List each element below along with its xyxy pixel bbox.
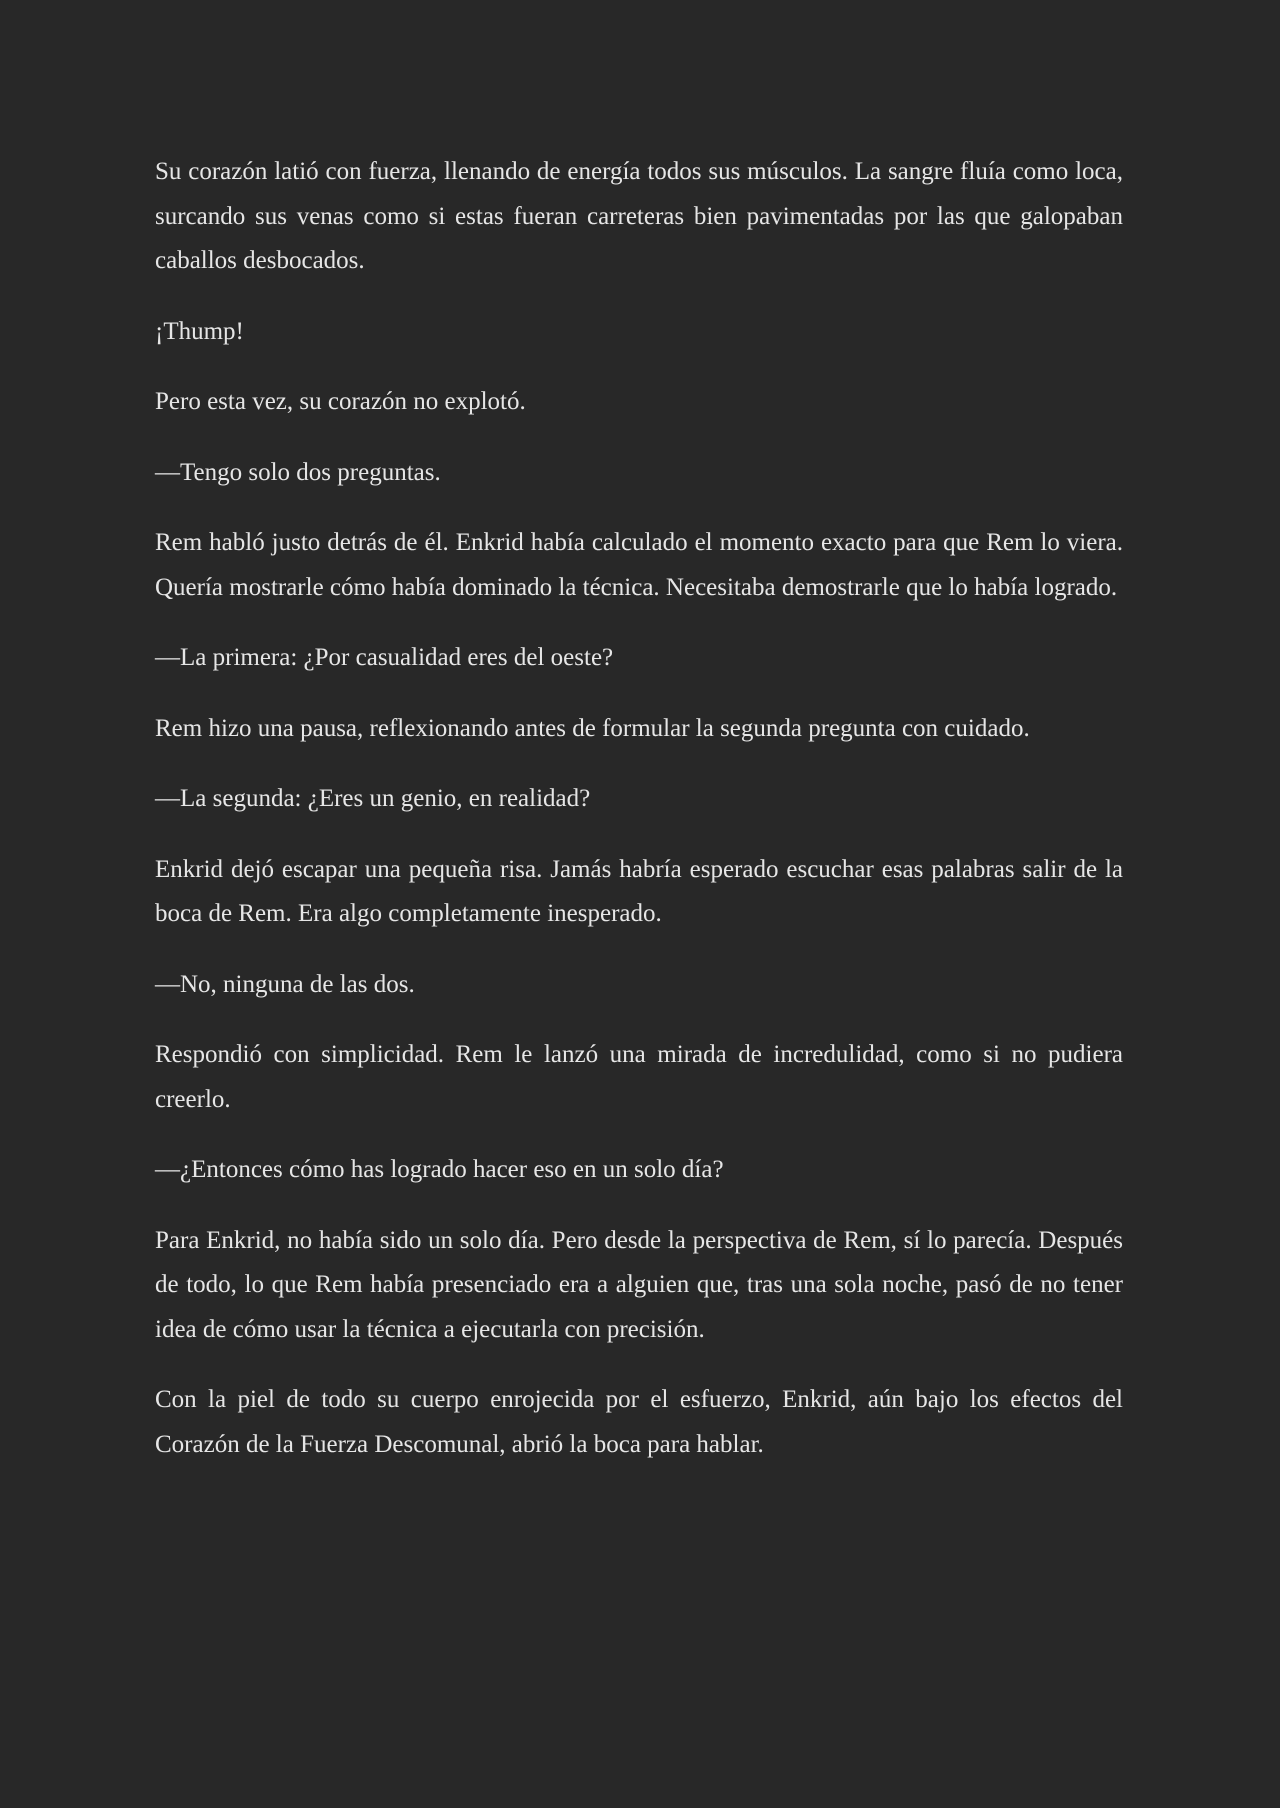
paragraph: —No, ninguna de las dos.: [155, 970, 415, 998]
paragraph: Pero esta vez, su corazón no explotó.: [155, 388, 526, 415]
paragraph: Para Enkrid, no había sido un solo día. Pero desde la perspectiva de Rem, sí lo parecía. Después de todo, lo que Rem había presenciado era a alguien que, tras una sola noche, pasó de no tener idea de cómo usar la técnica a ejecutarla con precisión.: [155, 1226, 1123, 1343]
paragraph: ¡Thump!: [155, 317, 244, 345]
paragraph: Respondió con simplicidad. Rem le lanzó una mirada de incredulidad, como si no pudiera creerlo.: [155, 1041, 1123, 1113]
paragraph: Enkrid dejó escapar una pequeña risa. Jamás habría esperado escuchar esas palabras salir de la boca de Rem. Era algo completamente inesperado.: [155, 855, 1123, 927]
chapter-text: [155, 150, 1123, 1493]
paragraph: —¿Entonces cómo has logrado hacer eso en un solo día?: [155, 1156, 724, 1183]
paragraph: —La segunda: ¿Eres un genio, en realidad?: [155, 785, 591, 812]
paragraph: —Tengo solo dos preguntas.: [155, 458, 441, 486]
paragraph: Su corazón latió con fuerza, llenando de energía todos sus músculos. La sangre fluía como loca, surcando sus venas como si estas fueran carreteras bien pavimentadas por las que galopaban caballos desbocados.: [155, 158, 1123, 274]
paragraph: Rem habló justo detrás de él. Enkrid había calculado el momento exacto para que Rem lo viera. Quería mostrarle cómo había dominado la técnica. Necesitaba demostrarle que lo había logrado.: [155, 529, 1123, 601]
paragraph: Rem hizo una pausa, reflexionando antes de formular la segunda pregunta con cuidado.: [155, 714, 1030, 742]
paragraph: —La primera: ¿Por casualidad eres del oeste?: [155, 644, 614, 671]
paragraph: Con la piel de todo su cuerpo enrojecida por el esfuerzo, Enkrid, aún bajo los efectos del Corazón de la Fuerza Descomunal, abrió la boca para hablar.: [155, 1386, 1123, 1458]
